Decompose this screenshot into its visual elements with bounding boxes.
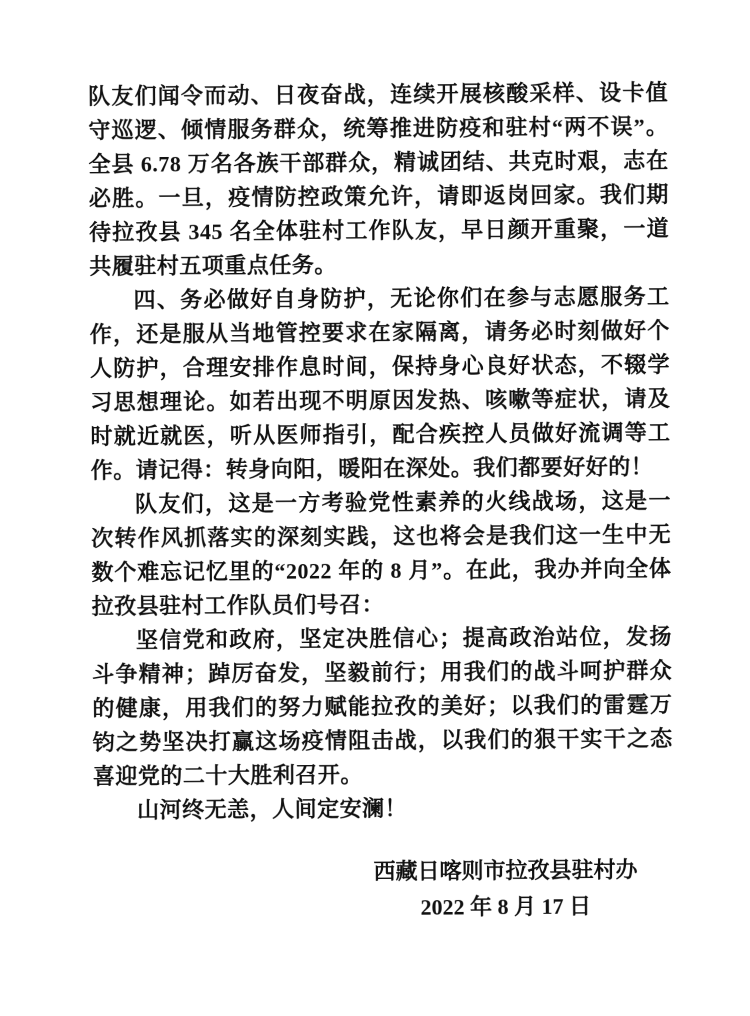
signature-date: 2022 年 8 月 17 日	[420, 893, 592, 920]
section-4-body: 无论你们在参与志愿服务工作，还是服从当地管控要求在家隔离，请务必时刻做好个人防护，合理安排作息时间，保持身心良好状态，不辍学习思想理论。如若出现不明原因发热、咳嗽等症状，请及时就近就医，听从医师指引，配合疾控人员做好流调等工作。请记得：转身向阳，暖阳在深处。我们都要好好的！	[89, 283, 671, 484]
paragraph-rally: 队友们，这是一方考验党性素养的火线战场，这是一次转作风抓落实的深刻实践，这也将会是我们这一生中无数个难忘记忆里的“2022 年的 8 月”。在此，我办并向全体拉孜县驻村工作队员们号召：	[91, 487, 672, 620]
section-4-heading: 四、务必做好自身防护，	[133, 285, 391, 313]
paragraph-closing-wish: 山河终无恙，人间定安澜！	[137, 795, 408, 823]
signature-organization: 西藏日喀则市拉孜县驻村办	[373, 857, 638, 885]
scanned-text-block	[88, 76, 674, 928]
paragraph-section-4	[89, 280, 670, 488]
body-text	[88, 76, 673, 828]
signature-block	[373, 852, 638, 926]
paragraph-continuation: 队友们闻令而动、日夜奋战，连续开展核酸采样、设卡值守巡逻、倾情服务群众，统筹推进防疫和驻村“两不误”。全县 6.78 万名各族干部群众，精诚团结、共克时艰，志在必胜。一旦，疫情防控政策允许，请即返岗回家。我们期待拉孜县 345 名全体驻村工作队友，早日颜开重聚，一道共履驻村五项重点任务。	[88, 79, 670, 280]
paragraph-call-to-action: 坚信党和政府，坚定决胜信心；提高政治站位，发扬斗争精神；踔厉奋发，坚毅前行；用我们的战斗呵护群众的健康，用我们的努力赋能拉孜的美好；以我们的雷霆万钧之势坚决打赢这场疫情阻击战，以我们的狠干实干之态喜迎党的二十大胜利召开。	[92, 623, 673, 790]
